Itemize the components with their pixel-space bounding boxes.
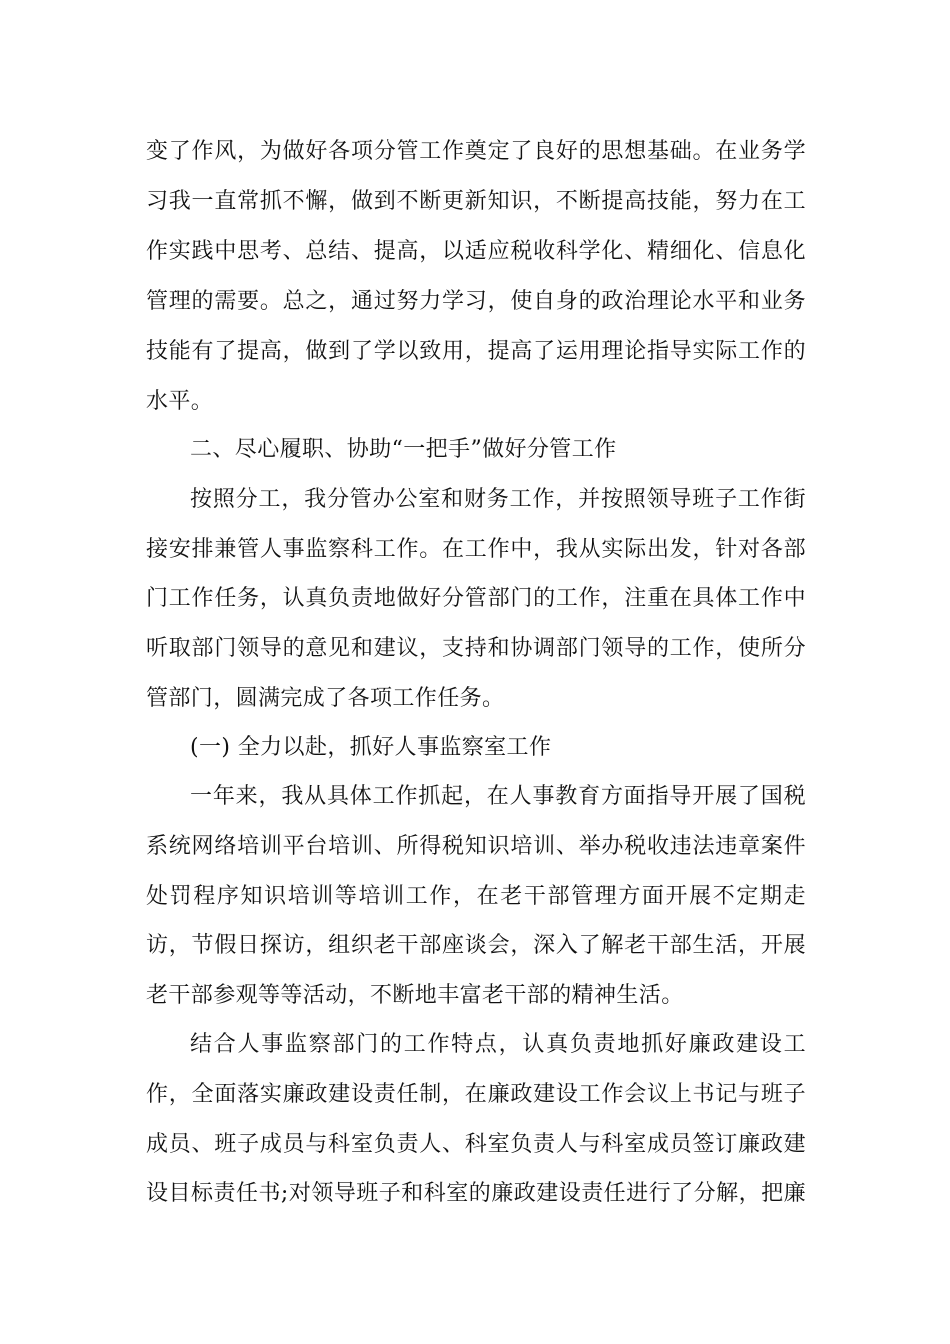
text-line: 听取部门领导的意见和建议，支持和协调部门领导的工作，使所分	[146, 636, 806, 661]
text-line: 接安排兼管人事监察科工作。在工作中，我从实际出发，针对各部	[146, 537, 806, 562]
text-line: 老干部参观等等活动，不断地丰富老干部的精神生活。	[146, 983, 684, 1008]
text-line: 习我一直常抓不懈，做到不断更新知识，不断提高技能，努力在工	[146, 189, 806, 214]
text-line: 成员、班子成员与科室负责人、科室负责人与科室成员签订廉政建	[146, 1132, 806, 1157]
text-line: 作实践中思考、总结、提高，以适应税收科学化、精细化、信息化	[146, 239, 806, 264]
text-line: 系统网络培训平台培训、所得税知识培训、举办税收违法违章案件	[146, 834, 806, 859]
text-line: 技能有了提高，做到了学以致用，提高了运用理论指导实际工作的	[146, 339, 806, 364]
text-line: 访，节假日探访，组织老干部座谈会，深入了解老干部生活，开展	[146, 933, 806, 958]
section-heading: 二、尽心履职、协助“一把手”做好分管工作	[190, 437, 617, 462]
text-line: 水平。	[146, 389, 214, 414]
text-line: 门工作任务，认真负责地做好分管部门的工作，注重在具体工作中	[146, 586, 806, 611]
text-line: 管理的需要。总之，通过努力学习，使自身的政治理论水平和业务	[146, 289, 806, 314]
text-line: 变了作风，为做好各项分管工作奠定了良好的思想基础。在业务学	[146, 139, 806, 164]
text-line: 作，全面落实廉政建设责任制，在廉政建设工作会议上书记与班子	[146, 1082, 806, 1107]
text-line: 设目标责任书;对领导班子和科室的廉政建设责任进行了分解，把廉	[146, 1181, 806, 1206]
text-line: 结合人事监察部门的工作特点，认真负责地抓好廉政建设工	[190, 1032, 806, 1057]
text-line: 管部门，圆满完成了各项工作任务。	[146, 686, 505, 711]
text-line: 处罚程序知识培训等培训工作，在老干部管理方面开展不定期走	[146, 884, 806, 909]
text-line: 一年来，我从具体工作抓起，在人事教育方面指导开展了国税	[190, 784, 806, 809]
subsection-heading: (一) 全力以赴，抓好人事监察室工作	[190, 735, 552, 760]
text-line: 按照分工，我分管办公室和财务工作，并按照领导班子工作街	[190, 487, 806, 512]
